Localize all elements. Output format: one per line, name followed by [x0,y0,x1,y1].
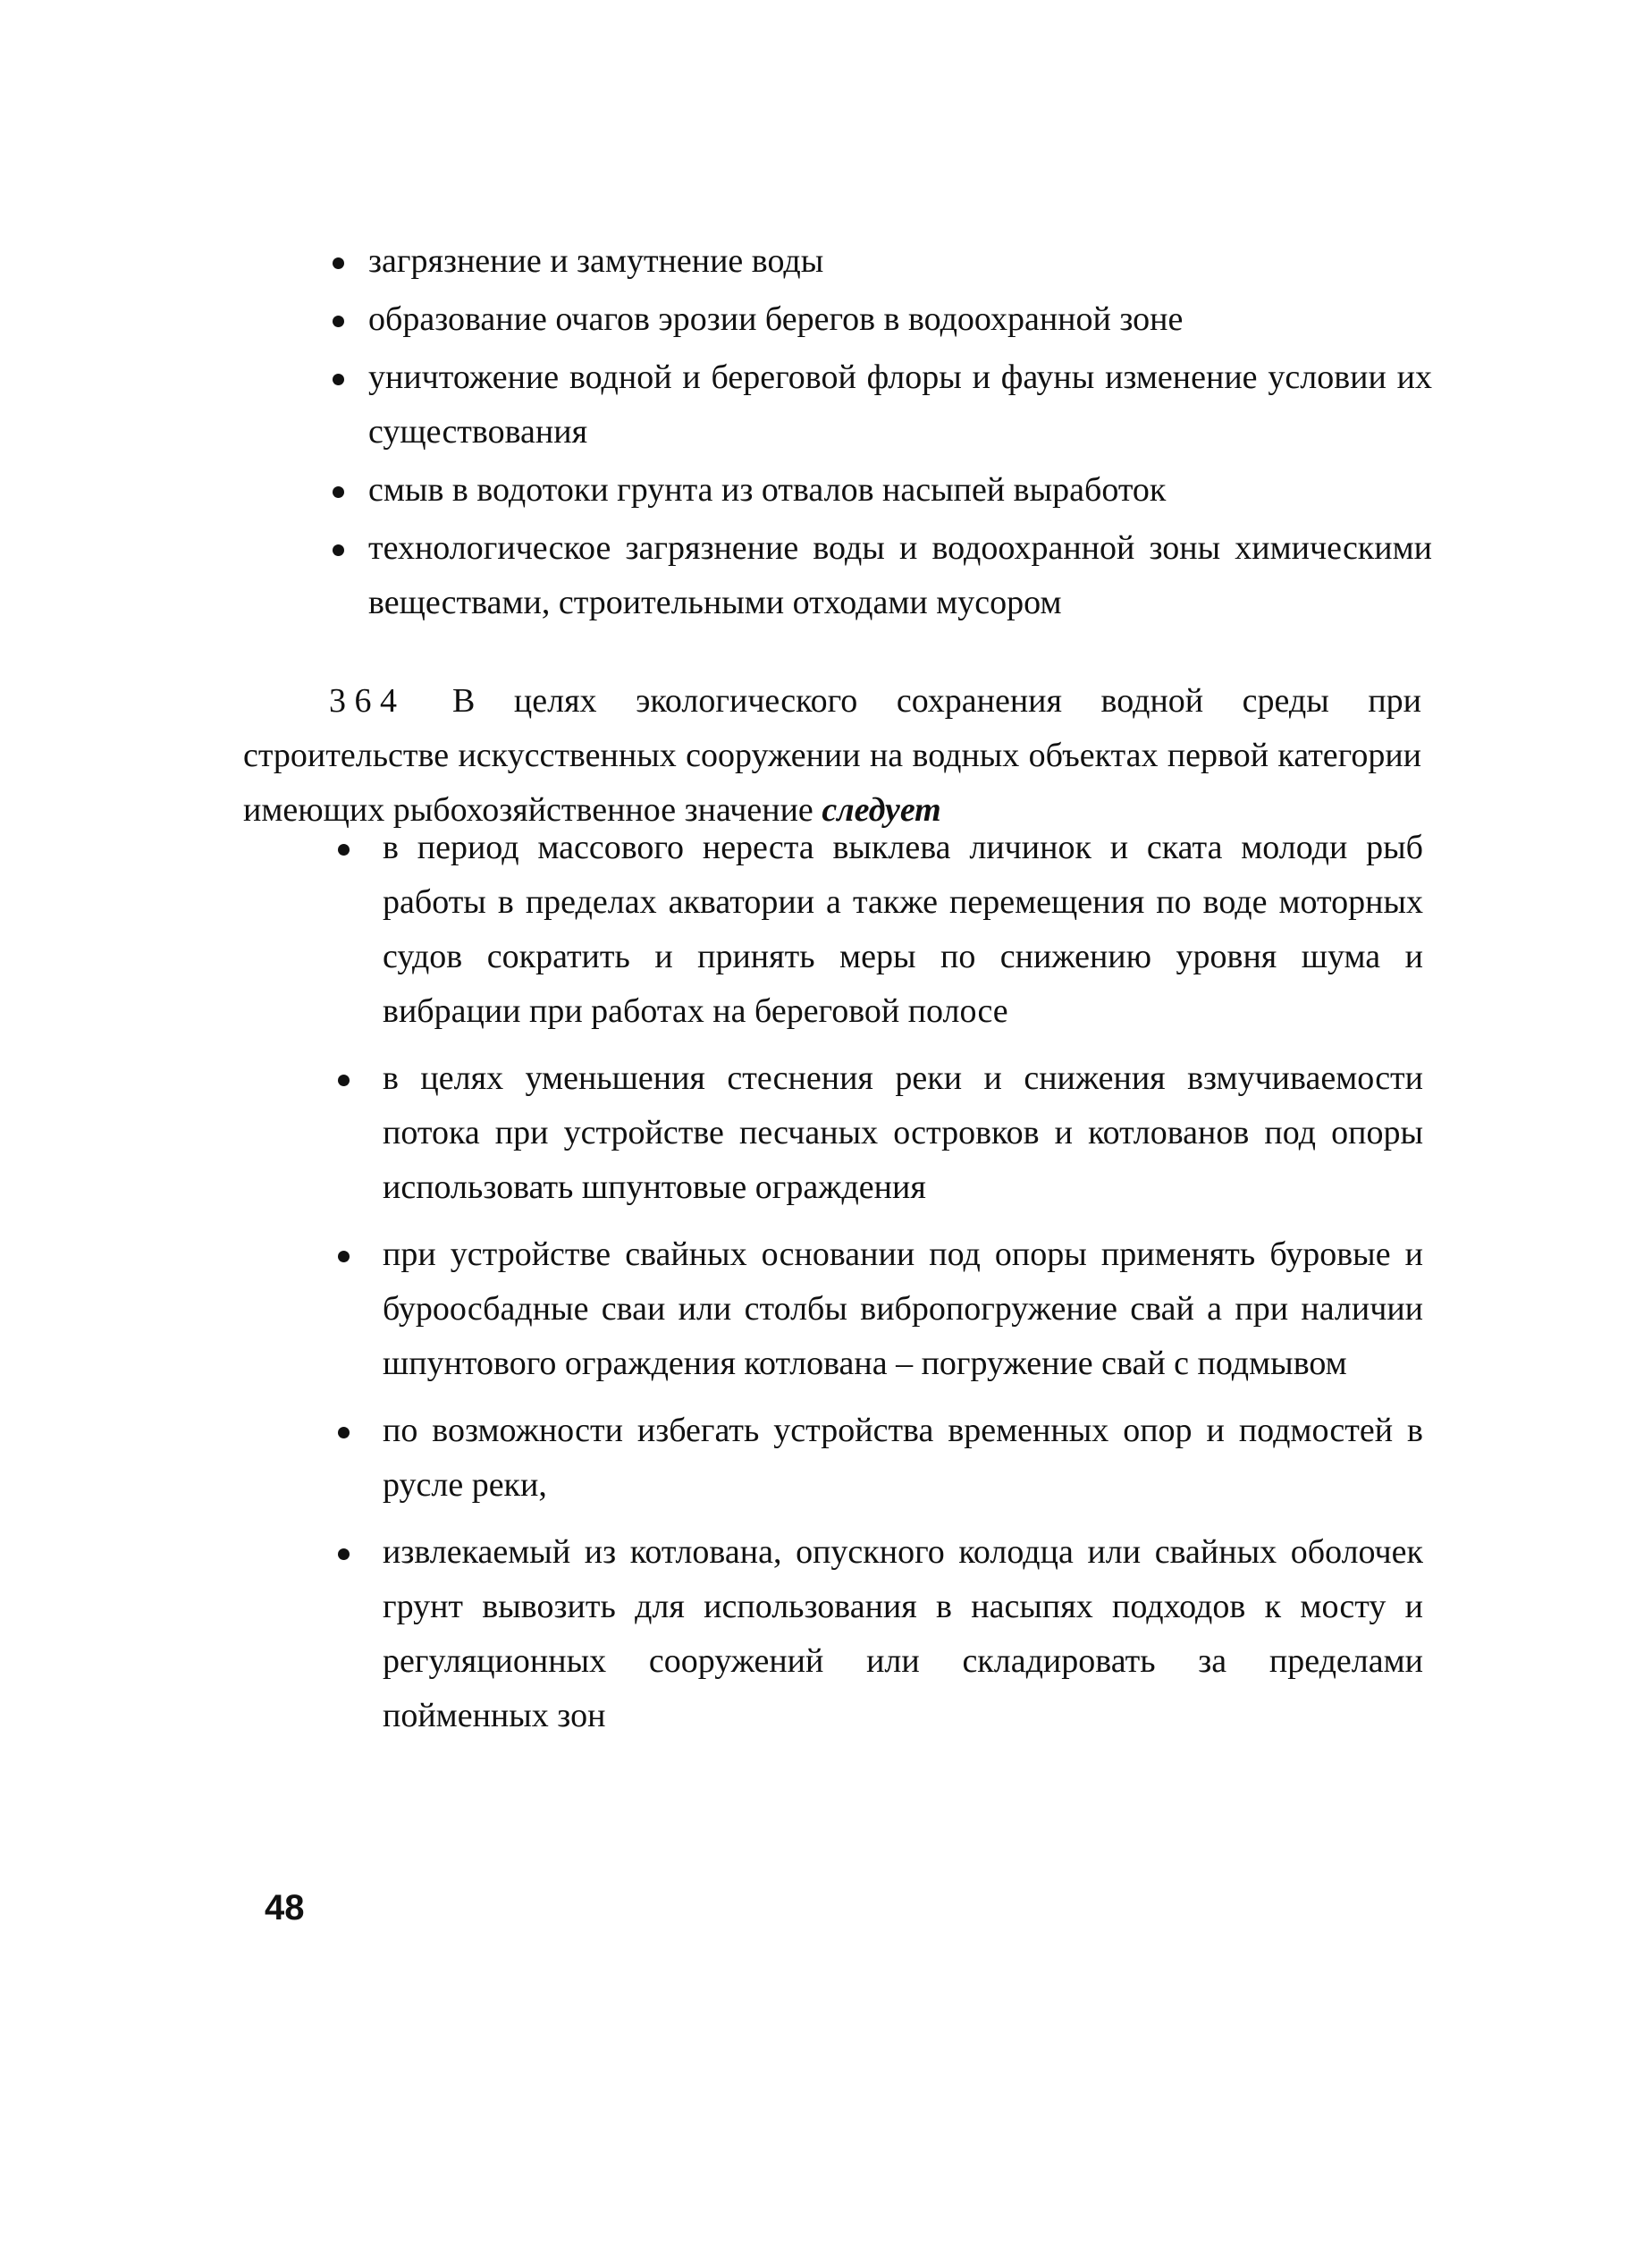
list-item-text: при устройстве свайных основании под опоры применять буровые и буроосбадные сваи или столбы вибропогружение свай а при наличии шпунтового ограждения котлована – погружение свай с подмывом [383,1236,1423,1382]
list-item-text: в целях уменьшения стеснения реки и снижения взмучиваемости потока при устройстве песчаных островков и котлованов под опоры использовать шпунтовые ограждения [383,1059,1423,1206]
list-item [333,1227,1423,1391]
clause-emphasis: следует [822,791,941,829]
list-item [333,1525,1423,1743]
clause-text: В целях экологического сохранения водной среды при строительстве искусственных сооружении на водных объектах первой категории имеющих рыбохозяйственное значение [243,682,1421,829]
list-item [333,1404,1423,1513]
clause-number: 3 6 4 [329,682,397,720]
bullet-icon [333,544,344,556]
list-item [324,350,1432,460]
list-item-text: уничтожение водной и береговой флоры и фауны изменение условии их существования [368,358,1432,451]
page-number: 48 [265,1888,305,1927]
list-item-text: в период массового нереста выклева личинок и ската молоди рыб работы в пределах акватории а также перемещения по воде моторных судов сократить и принять меры по снижению уровня шума и вибрации при работах на береговой полосе [383,829,1423,1030]
bullet-icon [333,374,344,385]
bullet-icon [338,1427,350,1438]
bullet-icon [338,1251,350,1262]
list-item [333,821,1423,1039]
bullet-icon [338,1075,350,1086]
measures-list [333,821,1423,1756]
list-item [324,463,1432,518]
list-item-text: смыв в водотоки грунта из отвалов насыпей выработок [368,471,1167,509]
bullet-icon [333,257,344,269]
list-item [324,521,1432,630]
clause-paragraph [243,674,1421,838]
bullet-icon [338,844,350,856]
list-item [324,234,1432,289]
bullet-icon [338,1548,350,1560]
list-item-text: извлекаемый из котлована, опускного колодца или свайных оболочек грунт вывозить для использования в насыпях подходов к мосту и регуляционных сооружений или складировать за пределами пойменных зон [383,1533,1423,1734]
list-item-text: по возможности избегать устройства временных опор и подмостей в русле реки, [383,1412,1423,1504]
list-item [333,1051,1423,1215]
bullet-icon [333,486,344,498]
list-item-text: загрязнение и замутнение воды [368,242,824,280]
list-item-text: образование очагов эрозии берегов в водоохранной зоне [368,300,1184,338]
bullet-icon [333,316,344,327]
list-item [324,292,1432,347]
impact-list [324,234,1432,634]
list-item-text: технологическое загрязнение воды и водоохранной зоны химическими веществами, строительными отходами мусором [368,529,1432,621]
